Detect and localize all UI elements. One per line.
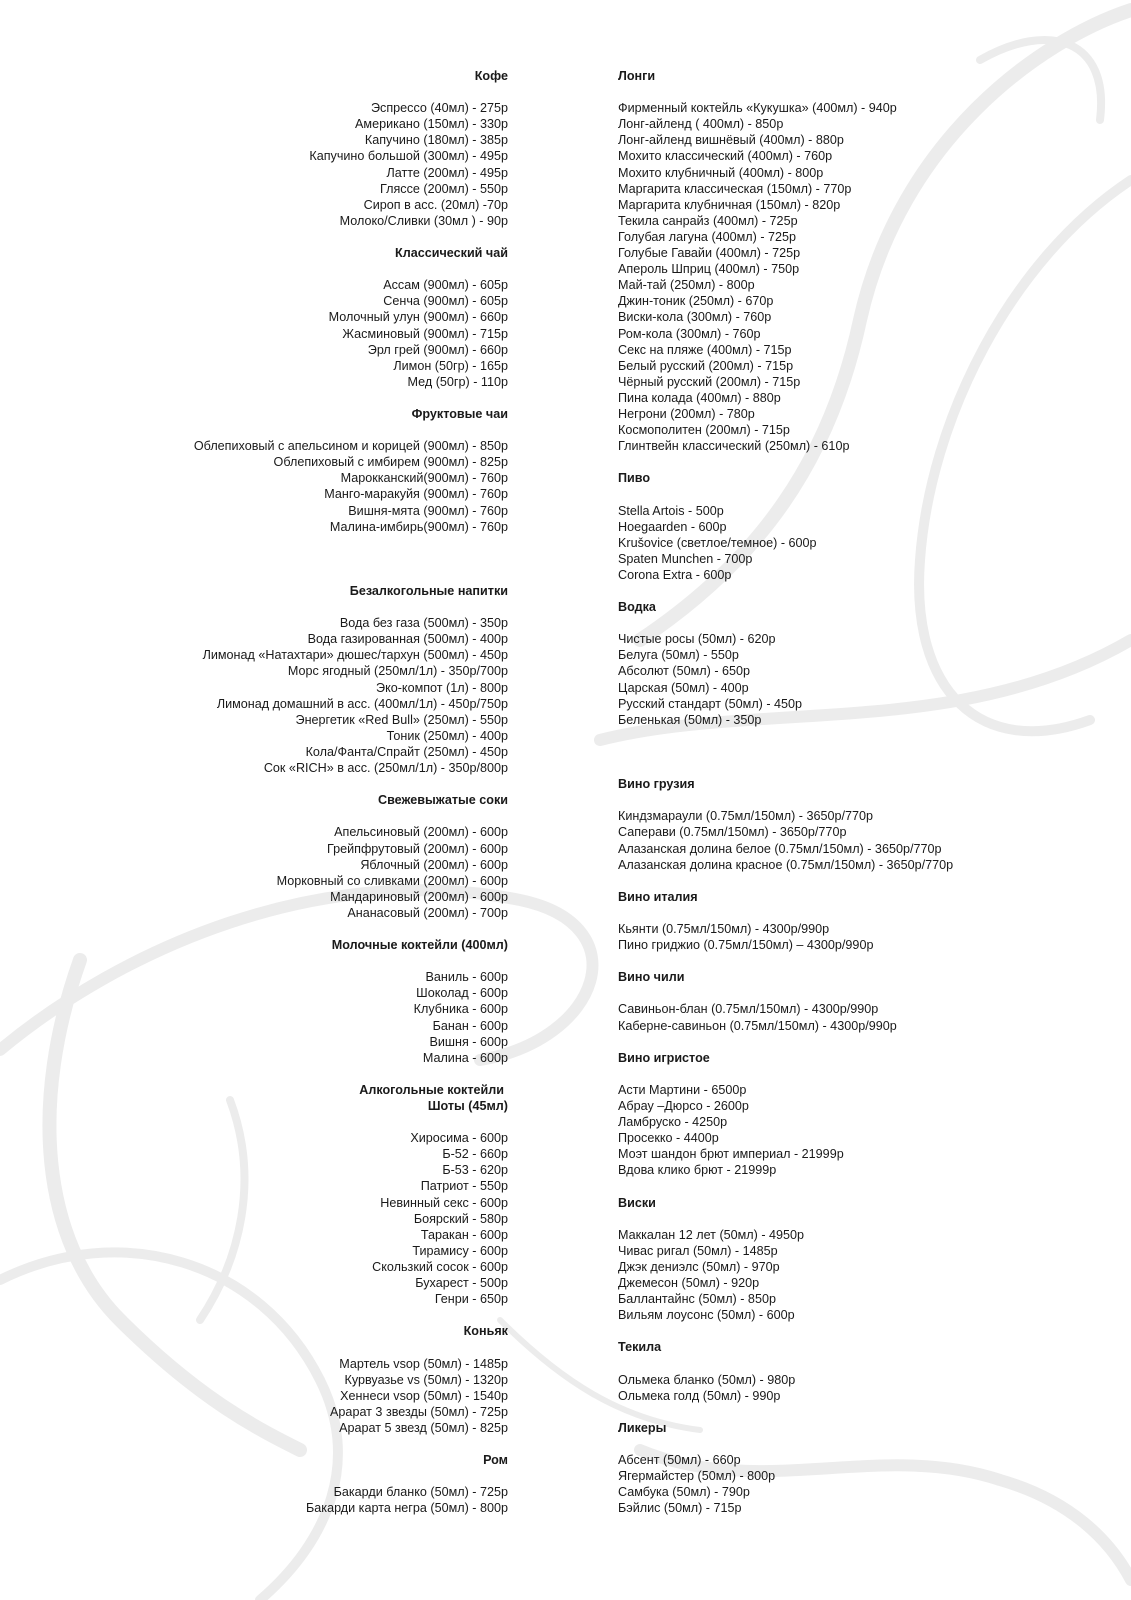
menu-item: Клубника - 600р xyxy=(413,1002,508,1017)
menu-item: Малина - 600р xyxy=(422,1050,508,1065)
menu-item: Мартель vsop (50мл) - 1485р xyxy=(339,1356,508,1371)
menu-item: Гляссе (200мл) - 550р xyxy=(380,181,508,196)
menu-item: Ананасовый (200мл) - 700р xyxy=(347,905,508,920)
section-title-longs: Лонги xyxy=(618,69,656,83)
menu-item: Corona Extra - 600р xyxy=(618,567,732,582)
menu-item: Невинный секс - 600р xyxy=(380,1195,508,1210)
menu-item: Молоко/Сливки (30мл ) - 90р xyxy=(339,213,508,228)
menu-item: Джемесон (50мл) - 920р xyxy=(618,1276,760,1291)
menu-item: Мохито клубничный (400мл) - 800р xyxy=(618,165,824,180)
menu-item: Мандариновый (200мл) - 600р xyxy=(330,889,508,904)
menu-item: Чёрный русский (200мл) - 715р xyxy=(618,374,801,389)
menu-item: Бэйлис (50мл) - 715р xyxy=(618,1501,742,1516)
section-title-shots: Шоты (45мл) xyxy=(427,1099,508,1113)
menu-item: Лимонад домашний в асс. (400мл/1л) - 450р/750р xyxy=(216,696,508,711)
menu-item: Хиросима - 600р xyxy=(410,1131,508,1146)
menu-item: Капучино (180мл) - 385р xyxy=(364,133,508,148)
menu-item: Текила санрайз (400мл) - 725р xyxy=(618,213,798,228)
section-title-wine-italy: Вино италия xyxy=(618,889,698,904)
menu-item: Ольмека голд (50мл) - 990р xyxy=(618,1388,781,1403)
menu-item: Вода без газа (500мл) - 350р xyxy=(339,616,508,631)
menu-item: Абрау –Дюрсо - 2600р xyxy=(618,1099,749,1113)
menu-item: Молочный улун (900мл) - 660р xyxy=(328,310,508,325)
section-title-fresh-juices: Свежевыжатые соки xyxy=(377,793,508,808)
menu-item: Жасминовый (900мл) - 715р xyxy=(342,326,508,341)
menu-item: Лонг-айленд ( 400мл) - 850р xyxy=(618,117,784,132)
menu-item: Krušovice (светлое/темное) - 600р xyxy=(618,535,817,550)
section-title-beer: Пиво xyxy=(618,471,651,486)
menu-item: Пино гриджио (0.75мл/150мл) – 4300р/990р xyxy=(618,938,874,953)
menu-item: Негрони (200мл) - 780р xyxy=(618,406,755,421)
menu-item: Апероль Шприц (400мл) - 750р xyxy=(618,262,800,277)
menu-item: Курвуазье vs (50мл) - 1320р xyxy=(344,1372,508,1387)
menu-item: Белый русский (200мл) - 715р xyxy=(618,358,794,373)
menu-item: Фирменный коктейль «Кукушка» (400мл) - 940р xyxy=(618,101,897,116)
menu-item: Маккалан 12 лет (50мл) - 4950р xyxy=(618,1227,805,1242)
menu-item: Манго-маракуйя (900мл) - 760р xyxy=(324,487,508,502)
menu-item: Американо (150мл) - 330р xyxy=(355,117,508,132)
menu-item: Ваниль - 600р xyxy=(425,970,508,985)
menu-item: Марокканский(900мл) - 760р xyxy=(340,471,508,486)
section-title-wine-chile: Вино чили xyxy=(618,970,685,985)
menu-item: Вишня-мята (900мл) - 760р xyxy=(348,503,508,518)
menu-column-right xyxy=(618,68,1108,1516)
menu-item: Джэк дениэлс (50мл) - 970р xyxy=(618,1259,780,1274)
menu-item: Ром-кола (300мл) - 760р xyxy=(618,326,761,341)
menu-item: Джин-тоник (250мл) - 670р xyxy=(618,294,774,309)
menu-item: Яблочный (200мл) - 600р xyxy=(360,857,508,872)
menu-item: Лимонад «Натахтари» дюшес/тархун (500мл) - 450р xyxy=(202,648,508,663)
menu-item: Бакарди карта негра (50мл) - 800р xyxy=(306,1501,508,1516)
menu-item: Эко-компот (1л) - 800р xyxy=(376,680,508,695)
menu-item: Виски-кола (300мл) - 760р xyxy=(618,310,772,325)
menu-item: Голубая лагуна (400мл) - 725р xyxy=(618,229,797,244)
menu-item: Энергетик «Red Bull» (250мл) - 550р xyxy=(295,712,508,727)
section-title-fruit-tea: Фруктовые чаи xyxy=(411,406,508,421)
menu-item: Савиньон-блан (0.75мл/150мл) - 4300р/990р xyxy=(618,1002,879,1017)
menu-item: Вода газированная (500мл) - 400р xyxy=(307,632,508,647)
menu-item: Малина-имбирь(900мл) - 760р xyxy=(329,519,508,534)
menu-item: Чистые росы (50мл) - 620р xyxy=(618,632,776,647)
section-title-soft-drinks: Безалкогольные напитки xyxy=(349,584,508,598)
menu-item: Беленькая (50мл) - 350р xyxy=(618,712,762,727)
menu-item: Мохито классический (400мл) - 760р xyxy=(618,149,833,164)
menu-item: Космополитен (200мл) - 715р xyxy=(618,423,790,438)
menu-item: Генри - 650р xyxy=(434,1292,508,1307)
menu-item: Грейпфрутовый (200мл) - 600р xyxy=(326,841,508,856)
menu-item: Секс на пляже (400мл) - 715р xyxy=(618,342,792,357)
menu-item: Голубые Гавайи (400мл) - 725р xyxy=(618,246,801,261)
menu-item: Глинтвейн классический (250мл) - 610р xyxy=(618,439,850,454)
menu-item: Облепиховый с апельсином и корицей (900мл) - 850р xyxy=(193,439,508,454)
menu-item: Чивас ригал (50мл) - 1485р xyxy=(618,1243,778,1258)
menu-item: Абсолют (50мл) - 650р xyxy=(618,664,751,679)
section-title-wine-georgia: Вино грузия xyxy=(618,777,695,792)
menu-item: Б-52 - 660р xyxy=(442,1147,508,1162)
menu-item: Киндзмараули (0.75мл/150мл) - 3650р/770р xyxy=(618,809,874,824)
menu-item: Капучино большой (300мл) - 495р xyxy=(309,149,508,164)
section-title-liqueurs: Ликеры xyxy=(618,1420,667,1435)
section-title-alcohol-cocktails: Алкогольные коктейли xyxy=(359,1082,504,1097)
menu-item: Царская (50мл) - 400р xyxy=(618,680,749,695)
menu-item: Бухарест - 500р xyxy=(415,1276,508,1291)
menu-item: Лонг-айленд вишнёвый (400мл) - 880р xyxy=(618,133,844,148)
menu-item: Мед (50гр) - 110р xyxy=(407,374,508,389)
menu-item: Морковный со сливками (200мл) - 600р xyxy=(276,873,508,888)
menu-item: Сироп в асс. (20мл) -70р xyxy=(363,197,508,212)
menu-item: Абсент (50мл) - 660р xyxy=(618,1453,741,1468)
menu-item: Ламбруско - 4250р xyxy=(618,1115,728,1130)
menu-item: Латте (200мл) - 495р xyxy=(386,165,508,180)
section-title-rum: Ром xyxy=(483,1453,508,1468)
menu-item: Банан - 600р xyxy=(432,1018,508,1033)
menu-item: Пина колада (400мл) - 880р xyxy=(618,390,781,405)
menu-item: Русский стандарт (50мл) - 450р xyxy=(618,696,803,711)
menu-item: Маргарита классическая (150мл) - 770р xyxy=(618,181,852,196)
menu-item: Патриот - 550р xyxy=(420,1179,508,1194)
menu-item: Арарат 3 звезды (50мл) - 725р xyxy=(330,1404,508,1419)
menu-item: Ягермайстер (50мл) - 800р xyxy=(618,1469,776,1484)
menu-item: Таракан - 600р xyxy=(420,1227,508,1242)
section-title-coffee: Кофе xyxy=(474,69,508,83)
menu-item: Тирамису - 600р xyxy=(412,1243,508,1258)
menu-item: Вишня - 600р xyxy=(429,1034,508,1049)
menu-item: Ассам (900мл) - 605р xyxy=(383,278,508,293)
menu-item: Моэт шандон брют империал - 21999р xyxy=(618,1147,844,1162)
menu-item: Скользкий сосок - 600р xyxy=(372,1259,508,1274)
section-title-cognac: Коньяк xyxy=(463,1324,508,1339)
menu-item: Алазанская долина красное (0.75мл/150мл) - 3650р/770р xyxy=(618,857,954,872)
menu-item: Облепиховый с имбирем (900мл) - 825р xyxy=(273,455,508,470)
menu-item: Тоник (250мл) - 400р xyxy=(386,728,508,743)
menu-item: Вильям лоусонс (50мл) - 600р xyxy=(618,1308,795,1323)
menu-item: Лимон (50гр) - 165р xyxy=(393,358,508,373)
menu-item: Эрл грей (900мл) - 660р xyxy=(367,342,508,357)
menu-item: Алазанская долина белое (0.75мл/150мл) - 3650р/770р xyxy=(618,841,942,856)
menu-item: Апельсиновый (200мл) - 600р xyxy=(334,825,508,840)
menu-item: Морс ягодный (250мл/1л) - 350р/700р xyxy=(287,664,508,679)
menu-item: Асти Мартини - 6500р xyxy=(618,1082,747,1097)
menu-item: Саперави (0.75мл/150мл) - 3650р/770р xyxy=(618,825,847,840)
menu-item: Бакарди бланко (50мл) - 725р xyxy=(333,1485,508,1500)
menu-item: Кола/Фанта/Спрайт (250мл) - 450р xyxy=(305,744,508,759)
menu-item: Б-53 - 620р xyxy=(442,1163,508,1178)
menu-item: Stella Artois - 500р xyxy=(618,503,724,518)
section-title-milkshakes: Молочные коктейли (400мл) xyxy=(331,938,508,953)
menu-item: Просекко - 4400р xyxy=(618,1131,719,1146)
menu-item: Эспрессо (40мл) - 275р xyxy=(370,101,508,116)
menu-column-left xyxy=(38,68,508,1516)
menu-item: Май-тай (250мл) - 800р xyxy=(618,278,755,293)
menu-item: Белуга (50мл) - 550р xyxy=(618,648,739,663)
section-title-classic-tea: Классический чай xyxy=(395,246,508,261)
menu-item: Каберне-савиньон (0.75мл/150мл) - 4300р/990р xyxy=(618,1018,897,1033)
menu-item: Шоколад - 600р xyxy=(416,986,508,1001)
menu-item: Сенча (900мл) - 605р xyxy=(383,294,508,309)
section-title-sparkling-wine: Вино игристое xyxy=(618,1050,710,1065)
section-title-whisky: Виски xyxy=(618,1195,656,1210)
menu-item: Hoegaarden - 600р xyxy=(618,519,727,534)
menu-item: Вдова клико брют - 21999р xyxy=(618,1163,777,1178)
menu-item: Хеннеси vsop (50мл) - 1540р xyxy=(340,1388,508,1403)
menu-item: Spaten Munchen - 700р xyxy=(618,551,753,566)
section-title-tequila: Текила xyxy=(618,1340,662,1355)
menu-item: Баллантайнс (50мл) - 850р xyxy=(618,1292,776,1307)
menu-item: Сок «RICH» в асс. (250мл/1л) - 350р/800р xyxy=(263,761,508,776)
section-title-vodka: Водка xyxy=(618,600,656,615)
menu-item: Боярский - 580р xyxy=(413,1211,508,1226)
menu-item: Арарат 5 звезд (50мл) - 825р xyxy=(339,1420,508,1435)
menu-item: Маргарита клубничная (150мл) - 820р xyxy=(618,197,841,212)
menu-item: Кьянти (0.75мл/150мл) - 4300р/990р xyxy=(618,921,830,936)
menu-item: Самбука (50мл) - 790р xyxy=(618,1485,750,1500)
menu-item: Ольмека бланко (50мл) - 980р xyxy=(618,1372,796,1387)
